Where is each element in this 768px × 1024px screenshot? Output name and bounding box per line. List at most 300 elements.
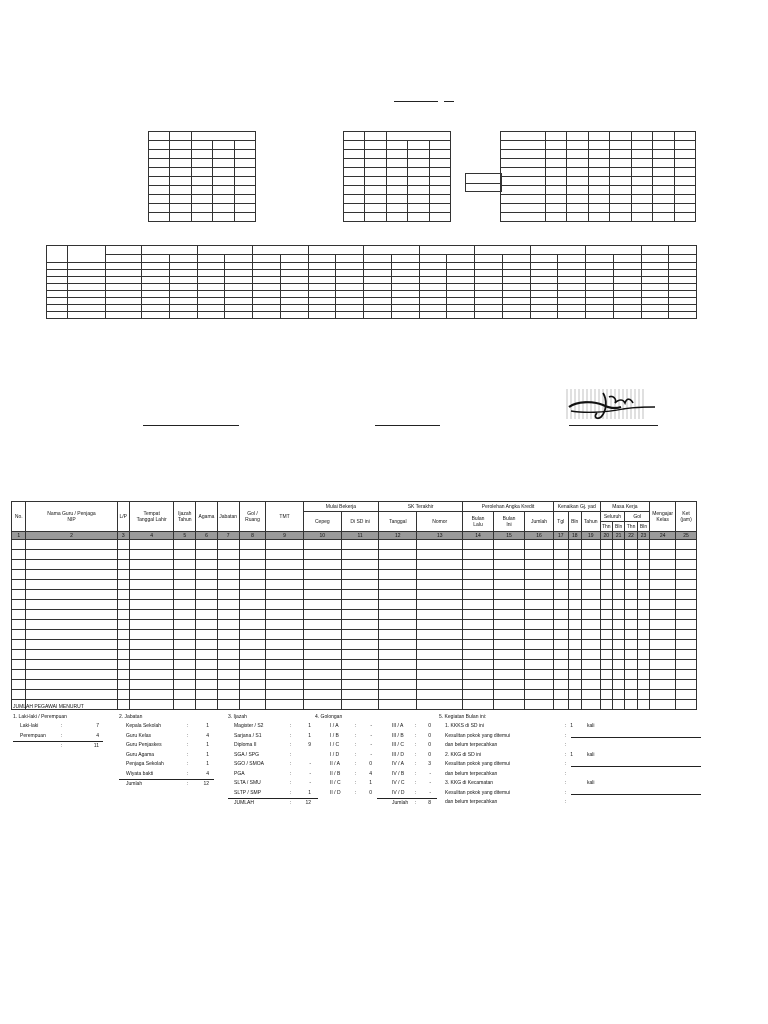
table-cell xyxy=(568,620,581,630)
summary-label: Diploma II xyxy=(234,742,257,748)
table-cell xyxy=(341,560,378,570)
summary-separator: : xyxy=(565,751,567,758)
summary-separator: : xyxy=(415,800,417,806)
table-cell xyxy=(217,660,239,670)
table-cell xyxy=(417,590,463,600)
table-cell xyxy=(239,680,266,690)
summary-row xyxy=(119,760,214,770)
table-cell xyxy=(650,560,676,570)
summary-label: III / A xyxy=(392,723,404,729)
summary-row xyxy=(228,732,318,742)
summary-value: - xyxy=(370,751,372,758)
table-cell xyxy=(217,610,239,620)
summary-separator: : xyxy=(187,723,189,729)
table-cell xyxy=(650,600,676,610)
table-cell xyxy=(26,680,117,690)
summary-label: Guru Agama xyxy=(126,751,155,758)
table-cell xyxy=(462,640,493,650)
table-cell xyxy=(612,610,624,620)
table-cell xyxy=(379,680,417,690)
answer-line xyxy=(571,794,701,795)
table-cell xyxy=(379,600,417,610)
table-cell xyxy=(26,640,117,650)
table-cell xyxy=(417,540,463,550)
table-cell xyxy=(625,600,637,610)
table-cell xyxy=(494,630,525,640)
table-cell xyxy=(600,650,612,660)
table-cell xyxy=(174,620,196,630)
summary-row xyxy=(228,779,318,789)
table-cell xyxy=(494,680,525,690)
header-bln: Bln xyxy=(568,512,581,532)
summary-label: Magister / S2 xyxy=(234,723,264,729)
table-cell xyxy=(554,690,568,700)
table-cell xyxy=(676,540,697,550)
table-cell xyxy=(554,580,568,590)
table-cell xyxy=(129,550,173,560)
summary-label: Laki-laki xyxy=(20,723,39,729)
summary-row xyxy=(119,780,214,790)
table-cell xyxy=(26,540,117,550)
table-cell xyxy=(568,570,581,580)
header-gol-mk: Gol xyxy=(625,512,650,522)
summary-value: 1 xyxy=(570,723,573,729)
summary-value: - xyxy=(429,780,431,786)
table-cell xyxy=(174,610,196,620)
table-cell xyxy=(462,550,493,560)
table-cell xyxy=(196,550,218,560)
summary-kegiatan xyxy=(439,703,701,808)
table-cell xyxy=(266,660,303,670)
table-cell xyxy=(525,550,554,560)
summary-row xyxy=(13,732,103,743)
header-seluruh: Seluruh xyxy=(600,512,625,522)
table-cell xyxy=(266,560,303,570)
table-cell xyxy=(303,610,341,620)
summary-unit: kali xyxy=(587,780,595,786)
table-row xyxy=(12,640,697,650)
table-cell xyxy=(494,610,525,620)
table-cell xyxy=(26,690,117,700)
table-cell xyxy=(12,650,26,660)
summary-separator: : xyxy=(355,732,357,739)
summary-row xyxy=(228,741,318,751)
table-cell xyxy=(568,560,581,570)
summary-separator: : xyxy=(415,770,417,777)
table-cell xyxy=(303,680,341,690)
summary-label: III / D xyxy=(392,751,404,758)
connector-box-2 xyxy=(465,182,502,192)
table-cell xyxy=(217,540,239,550)
table-cell xyxy=(676,620,697,630)
summary-label: IV / C xyxy=(392,780,405,786)
table-cell xyxy=(303,590,341,600)
table-cell xyxy=(117,600,129,610)
table-cell xyxy=(266,690,303,700)
table-cell xyxy=(462,580,493,590)
table-cell xyxy=(239,690,266,700)
table-cell xyxy=(239,610,266,620)
summary-separator: : xyxy=(355,742,357,748)
table-cell xyxy=(600,580,612,590)
table-cell xyxy=(637,580,649,590)
table-cell xyxy=(581,690,600,700)
summary-row xyxy=(315,722,375,732)
table-cell xyxy=(612,540,624,550)
table-cell xyxy=(554,550,568,560)
summary-row xyxy=(377,799,437,809)
table-cell xyxy=(581,590,600,600)
table-cell xyxy=(650,690,676,700)
table-cell xyxy=(341,620,378,630)
table-cell xyxy=(303,640,341,650)
table-cell xyxy=(612,620,624,630)
table-cell xyxy=(676,630,697,640)
table-cell xyxy=(303,550,341,560)
table-cell xyxy=(266,570,303,580)
table-cell xyxy=(117,660,129,670)
table-cell xyxy=(581,620,600,630)
table-cell xyxy=(129,640,173,650)
summary-row xyxy=(228,722,318,732)
table-cell xyxy=(217,670,239,680)
summary-row xyxy=(439,722,701,732)
table-cell xyxy=(600,550,612,560)
table-cell xyxy=(26,550,117,560)
table-cell xyxy=(379,550,417,560)
table-cell xyxy=(676,690,697,700)
table-cell xyxy=(303,660,341,670)
summary-row xyxy=(119,732,214,742)
table-cell xyxy=(266,650,303,660)
summary-value: 0 xyxy=(428,742,431,748)
table-cell xyxy=(650,580,676,590)
table-cell xyxy=(26,580,117,590)
table-cell xyxy=(462,630,493,640)
table-cell xyxy=(650,540,676,550)
column-number: 9 xyxy=(266,532,303,540)
summary-row xyxy=(377,751,437,761)
column-number: 3 xyxy=(117,532,129,540)
summary-separator: : xyxy=(415,742,417,748)
table-cell xyxy=(676,670,697,680)
table-cell xyxy=(26,660,117,670)
summary-row xyxy=(13,722,103,732)
table-cell xyxy=(12,560,26,570)
column-number: 6 xyxy=(196,532,218,540)
table-cell xyxy=(612,580,624,590)
table-row xyxy=(12,620,697,630)
table-cell xyxy=(12,690,26,700)
table-cell xyxy=(239,620,266,630)
table-cell xyxy=(379,540,417,550)
table-cell xyxy=(379,640,417,650)
table-cell xyxy=(379,570,417,580)
summary-row xyxy=(315,741,375,751)
table-cell xyxy=(117,670,129,680)
table-cell xyxy=(462,600,493,610)
table-cell xyxy=(612,640,624,650)
table-cell xyxy=(303,620,341,630)
table-cell xyxy=(581,600,600,610)
summary-label: I / A xyxy=(330,723,339,729)
header-gol: Gol / Ruang xyxy=(239,502,266,532)
table-cell xyxy=(612,560,624,570)
table-cell xyxy=(303,690,341,700)
summary-row xyxy=(439,798,701,808)
summary-value: 11 xyxy=(93,743,99,749)
table-cell xyxy=(494,670,525,680)
table-cell xyxy=(554,600,568,610)
table-cell xyxy=(303,650,341,660)
table-cell xyxy=(174,650,196,660)
table-cell xyxy=(303,600,341,610)
summary-unit: kali xyxy=(587,723,595,729)
header-masa-kerja: Masa Kerja xyxy=(600,502,650,512)
table-cell xyxy=(239,590,266,600)
summary-separator: : xyxy=(290,780,292,786)
table-cell xyxy=(266,550,303,560)
summary-row xyxy=(377,789,437,800)
table-cell xyxy=(266,630,303,640)
table-cell xyxy=(196,610,218,620)
table-cell xyxy=(676,680,697,690)
table-cell xyxy=(217,600,239,610)
table-cell xyxy=(568,630,581,640)
table-cell xyxy=(417,660,463,670)
table-cell xyxy=(554,570,568,580)
table-row xyxy=(12,580,697,590)
table-cell xyxy=(625,590,637,600)
table-cell xyxy=(266,590,303,600)
summary-separator: : xyxy=(187,761,189,767)
upper-middle-grid xyxy=(343,131,451,222)
table-row xyxy=(12,690,697,700)
table-cell xyxy=(379,560,417,570)
summary-separator: : xyxy=(355,751,357,758)
table-cell xyxy=(196,670,218,680)
table-cell xyxy=(217,680,239,690)
summary-value: 12 xyxy=(203,781,209,787)
column-number: 8 xyxy=(239,532,266,540)
table-cell xyxy=(568,590,581,600)
table-cell xyxy=(196,640,218,650)
column-number: 12 xyxy=(379,532,417,540)
summary-row xyxy=(377,779,437,789)
table-cell xyxy=(417,560,463,570)
table-cell xyxy=(217,620,239,630)
table-cell xyxy=(239,650,266,660)
summary-value: - xyxy=(429,789,431,796)
summary-value: 1 xyxy=(369,780,372,786)
summary-label: II / B xyxy=(330,770,341,777)
table-cell xyxy=(303,630,341,640)
summary-row xyxy=(228,760,318,770)
column-number: 7 xyxy=(217,532,239,540)
summary-separator: : xyxy=(187,781,189,787)
table-cell xyxy=(554,560,568,570)
table-cell xyxy=(341,690,378,700)
header-lp: L/P xyxy=(117,502,129,532)
table-cell xyxy=(117,690,129,700)
table-cell xyxy=(625,570,637,580)
table-cell xyxy=(417,630,463,640)
table-cell xyxy=(379,650,417,660)
summary-label: III / B xyxy=(392,732,404,739)
table-cell xyxy=(625,630,637,640)
table-cell xyxy=(174,680,196,690)
table-cell xyxy=(379,630,417,640)
signature-line-middle xyxy=(375,425,440,426)
header-sk-terakhir: SK Terakhir xyxy=(379,502,463,512)
table-cell xyxy=(650,610,676,620)
table-cell xyxy=(117,630,129,640)
table-row xyxy=(12,660,697,670)
summary-separator: : xyxy=(290,761,292,767)
table-cell xyxy=(379,670,417,680)
summary-row xyxy=(228,770,318,780)
table-cell xyxy=(568,690,581,700)
table-cell xyxy=(239,580,266,590)
signature-image xyxy=(563,387,659,421)
table-cell xyxy=(239,660,266,670)
table-cell xyxy=(303,670,341,680)
summary-value: 8 xyxy=(428,800,431,806)
summary-separator: : xyxy=(290,800,292,806)
table-cell xyxy=(600,590,612,600)
table-cell xyxy=(217,650,239,660)
table-cell xyxy=(462,610,493,620)
table-cell xyxy=(637,560,649,570)
table-cell xyxy=(650,650,676,660)
table-cell xyxy=(637,650,649,660)
table-cell xyxy=(379,580,417,590)
table-cell xyxy=(554,680,568,690)
summary-row xyxy=(315,779,375,789)
summary-label: IV / D xyxy=(392,789,405,796)
table-cell xyxy=(637,570,649,580)
table-cell xyxy=(525,690,554,700)
table-cell xyxy=(462,620,493,630)
table-cell xyxy=(625,610,637,620)
table-cell xyxy=(650,660,676,670)
table-cell xyxy=(117,620,129,630)
table-cell xyxy=(239,560,266,570)
table-cell xyxy=(379,620,417,630)
table-cell xyxy=(417,550,463,560)
summary-column-title: 2. Jabatan xyxy=(119,713,143,720)
summary-heading: JUMLAH PEGAWAI MENURUT xyxy=(13,704,84,710)
table-cell xyxy=(12,680,26,690)
table-cell xyxy=(462,670,493,680)
column-number: 13 xyxy=(417,532,463,540)
header-jabatan: Jabatan xyxy=(217,502,239,532)
summary-label: I / B xyxy=(330,732,339,739)
table-cell xyxy=(341,540,378,550)
answer-line xyxy=(571,766,701,767)
table-cell xyxy=(494,590,525,600)
table-cell xyxy=(239,640,266,650)
summary-label: IV / B xyxy=(392,770,405,777)
table-cell xyxy=(196,660,218,670)
table-cell xyxy=(239,670,266,680)
table-cell xyxy=(12,670,26,680)
table-cell xyxy=(581,650,600,660)
header-nama: Nama Guru / Penjaga NIP xyxy=(26,502,117,532)
table-cell xyxy=(676,590,697,600)
table-cell xyxy=(303,540,341,550)
summary-separator: : xyxy=(565,723,567,729)
table-cell xyxy=(12,620,26,630)
table-cell xyxy=(217,580,239,590)
table-cell xyxy=(676,580,697,590)
table-cell xyxy=(568,600,581,610)
table-cell xyxy=(462,560,493,570)
summary-value: - xyxy=(370,732,372,739)
table-cell xyxy=(129,560,173,570)
table-cell xyxy=(417,610,463,620)
summary-value: 4 xyxy=(369,770,372,777)
upper-left-grid xyxy=(148,131,256,222)
table-cell xyxy=(637,630,649,640)
table-cell xyxy=(129,660,173,670)
table-cell xyxy=(676,550,697,560)
summary-separator: : xyxy=(290,770,292,777)
table-cell xyxy=(650,640,676,650)
table-cell xyxy=(581,560,600,570)
table-cell xyxy=(462,650,493,660)
table-cell xyxy=(581,640,600,650)
table-cell xyxy=(625,660,637,670)
table-cell xyxy=(600,640,612,650)
table-cell xyxy=(525,600,554,610)
table-cell xyxy=(554,590,568,600)
summary-separator: : xyxy=(61,743,63,749)
summary-row xyxy=(228,799,318,809)
summary-row xyxy=(315,751,375,761)
summary-separator: : xyxy=(187,732,189,739)
header-bulan-lalu: Bulan Lalu xyxy=(462,512,493,532)
table-cell xyxy=(196,560,218,570)
table-cell xyxy=(612,600,624,610)
table-cell xyxy=(217,560,239,570)
summary-row xyxy=(439,741,701,751)
table-cell xyxy=(196,580,218,590)
header-perolehan: Perolehan Angka Kredit xyxy=(462,502,553,512)
summary-separator: : xyxy=(187,770,189,777)
summary-separator: : xyxy=(355,761,357,767)
summary-value: 4 xyxy=(96,732,99,739)
column-number: 17 xyxy=(554,532,568,540)
summary-label: Sarjana / S1 xyxy=(234,732,262,739)
table-cell xyxy=(581,660,600,670)
header-tgl: Tgl xyxy=(554,512,568,532)
summary-separator: : xyxy=(61,732,63,739)
table-cell xyxy=(117,610,129,620)
table-cell xyxy=(494,690,525,700)
table-cell xyxy=(494,640,525,650)
table-cell xyxy=(494,560,525,570)
table-cell xyxy=(303,560,341,570)
summary-label: Guru Kelas xyxy=(126,732,152,739)
summary-label: Jumlah xyxy=(126,781,143,787)
table-cell xyxy=(600,670,612,680)
summary-separator: : xyxy=(187,742,189,748)
table-cell xyxy=(341,630,378,640)
column-number: 20 xyxy=(600,532,612,540)
table-row xyxy=(12,550,697,560)
summary-value: 1 xyxy=(206,723,209,729)
